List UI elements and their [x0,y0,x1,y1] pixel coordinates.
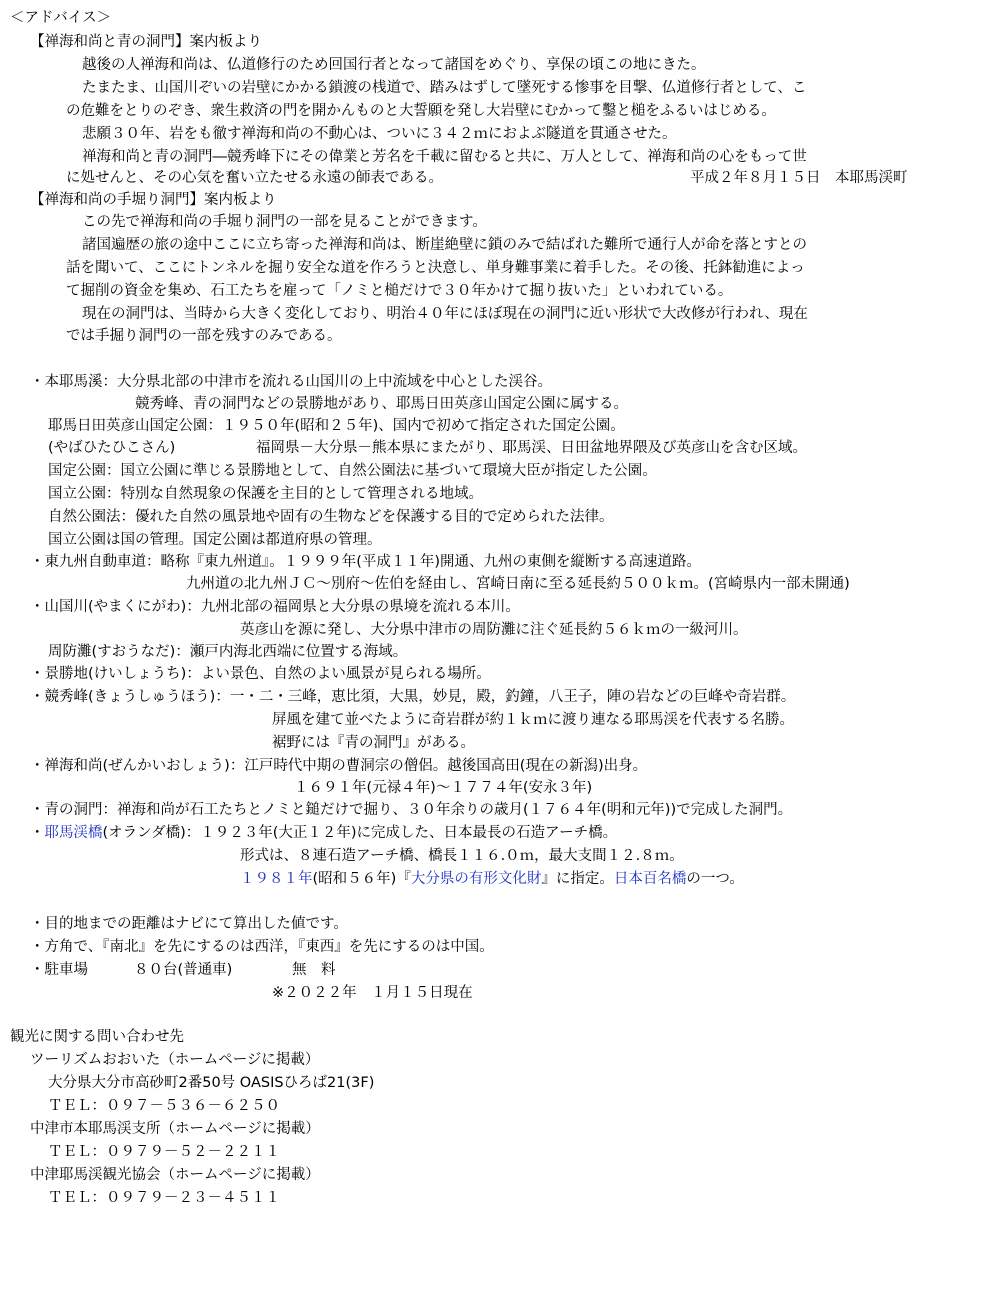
board2-paragraph-2b: 話を聞いて、ここにトンネルを掘り安全な道を作ろうと決意し、単身難事業に着手した。その後、托鉢勧進によっ [66,260,805,276]
board1-paragraph-4a: 禅海和尚と青の洞門―競秀峰下にその偉業と芳名を千載に留むると共に、万人として、禅海和尚の心をもって世 [82,149,807,165]
contact-org-tourism-oita-address: 大分県大分市高砂町2番50号 OASISひろば21(3F) [48,1075,375,1091]
parking-count: ８０台(普通車) [134,962,233,978]
note-kyoshuho-detail: 屏風を建て並べたように奇岩群が約１ｋｍに渡り連なる耶馬渓を代表する名勝。 [272,712,794,728]
board1-paragraph-2b: の危難をとりのぞき、衆生救済の門を開かんものと大誓願を発し大岩壁にむかって鑿と槌をふるいはじめる。 [66,103,776,119]
note-bridge-designation [240,869,744,891]
board2-paragraph-3a: 現在の洞門は、当時から大きく変化しており、明治４０年にほぼ現在の洞門に近い形状で大改修が行われ、現在 [82,306,808,322]
note-bridge-spec: 形式は、８連石造アーチ橋、橋長１１６.０ｍ，最大支間１２.８ｍ。 [240,848,684,864]
contact-org-tourism-association: 中津耶馬渓観光協会（ホームページに掲載） [30,1167,320,1183]
note-zenkai: ・禅海和尚(ぜんかいおしょう)：江戸時代中期の曹洞宗の僧侶。越後国高田(現在の新潟)出身。 [30,758,648,774]
board2-paragraph-2a: 諸国遍歴の旅の途中ここに立ち寄った禅海和尚は、断崖絶壁に鎖のみで結ばれた難所で通行人が命を落とすとの [82,237,807,253]
note-yabakei-bridge [30,823,617,845]
note-direction: ・方角で、『南北』を先にするのは西洋，『東西』を先にするのは中国。 [30,939,494,955]
note-natural-parks-law: 自然公園法：優れた自然の風景地や固有の生物などを保護する目的で定められた法律。 [48,509,614,525]
note-park-reading: (やばひたひこさん) [48,440,176,456]
contact-heading: 観光に関する問い合わせ先 [10,1029,184,1045]
note-expressway: ・東九州自動車道：略称『東九州道』。１９９９年(平成１１年)開通、九州の東側を縦断する高速道路。 [30,554,702,570]
note-kyoshuho-foot: 裾野には『青の洞門』がある。 [272,735,475,751]
note-kokutei-koen: 国定公園：国立公園に準じる景勝地として、自然公園法に基づいて環境大臣が指定した公園。 [48,463,657,479]
parking-fee: 無 料 [292,962,336,978]
parking-label: ・駐車場 [30,962,88,978]
note-park-area: 福岡県－大分県－熊本県にまたがり、耶馬渓、日田盆地界隈及び英彦山を含む区域。 [256,440,807,456]
contact-org-tourism-oita-tel: ＴＥＬ：０９７－５３６－６２５０ [48,1098,280,1114]
board1-paragraph-2a: たまたま、山国川ぞいの岩壁にかかる鎖渡の桟道で、踏みはずして墜死する惨事を目撃、仏道修行者として、こ [82,80,807,96]
board2-paragraph-3b: では手掘り洞門の一部を残すのみである。 [66,328,342,344]
bullet: ・ [30,825,45,841]
contact-org-tourism-association-tel: ＴＥＬ：０９７９－２３－４５１１ [48,1190,280,1206]
note-zenkai-years: １６９１年(元禄４年)～１７７４年(安永３年) [294,780,593,796]
board2-paragraph-1: この先で禅海和尚の手堀り洞門の一部を見ることができます。 [82,214,487,230]
year-1981-link[interactable]: １９８１年 [240,871,313,887]
note-honyabakei: ・本耶馬溪：大分県北部の中津市を流れる山国川の上中流域を中心とした渓谷。 [30,374,552,390]
note-kokuritsu-koen: 国立公園：特別な自然現象の保護を主目的として管理される地域。 [48,486,483,502]
cultural-asset-link[interactable]: 大分県の有形文化財 [410,871,542,887]
note-kyoshuho: ・競秀峰(きょうしゅうほう)：一・二・三峰，恵比須，大黒，妙見，殿，釣鐘，八王子，陣の岩などの巨峰や奇岩群。 [30,689,796,705]
note-scenic-spot: ・景勝地(けいしょうち)：よい景色、自然のよい風景が見られる場所。 [30,666,491,682]
note-distance: ・目的地までの距離はナビにて算出した値です。 [30,916,348,932]
note-quasi-national-park: 耶馬日田英彦山国定公園：１９５０年(昭和２５年)、国内で初めて指定された国定公園。 [48,418,625,434]
board1-paragraph-3: 悲願３０年、岩をも徹す禅海和尚の不動心は、ついに３４２ｍにおよぶ隧道を貫通させた。 [82,126,677,142]
yabakei-bridge-link[interactable]: 耶馬渓橋 [44,825,103,841]
contact-org-honyabakei-branch-tel: ＴＥＬ：０９７９－５２－２２１１ [48,1144,280,1160]
note-suonada: 周防灘(すおうなだ)：瀬戸内海北西端に位置する海域。 [48,644,408,660]
bridge-description: (オランダ橋)：１９２３年(大正１２年)に完成した、日本最長の石造アーチ橋。 [102,825,618,841]
board2-paragraph-2c: て掘削の資金を集め、石工たちを雇って「ノミと槌だけで３０年かけて掘り抜いた」といわれている。 [66,283,733,299]
board1-title: 【禅海和尚と青の洞門】案内板より [30,34,262,50]
as-of-date: ※２０２２年 １月１５日現在 [272,985,473,1001]
note-expressway-route: 九州道の北九州ＪＣ～別府～佐伯を経由し、宮崎日南に至る延長約５００ｋｍ。(宮崎県内一部未開通) [186,576,850,592]
note-yamakuni-river-detail: 英彦山を源に発し、大分県中津市の周防灘に注ぐ延長約５６ｋｍの一級河川。 [240,622,748,638]
board1-paragraph-4b: に処せんと、その心気を奮い立たせる永遠の師表である。 [66,170,443,186]
board2-title: 【禅海和尚の手堀り洞門】案内板より [30,192,277,208]
board1-paragraph-1: 越後の人禅海和尚は、仏道修行のため回国行者となって諸国をめぐり、享保の頃この地にきた。 [82,57,706,73]
note-honyabakei-detail: 競秀峰、青の洞門などの景勝地があり、耶馬日田英彦山国定公園に属する。 [135,396,628,412]
hyakumeikyo-link[interactable]: 日本百名橋 [613,871,687,887]
note-park-management: 国立公園は国の管理。国定公園は都道府県の管理。 [48,532,382,548]
bracket-close: 』に指定。 [541,871,614,887]
bracket-open: 『 [396,871,411,887]
board1-date: 平成２年８月１５日 本耶馬渓町 [690,170,908,186]
contact-org-tourism-oita: ツーリズムおおいた（ホームページに掲載） [30,1052,320,1068]
advice-heading: ＜アドバイス＞ [10,10,112,26]
era-text: (昭和５６年) [312,871,397,887]
note-ao-no-domon: ・青の洞門：禅海和尚が石工たちとノミと鎚だけで掘り、３０年余りの歳月(１７６４年(明和元年))で完成した洞門。 [30,802,793,818]
contact-org-honyabakei-branch: 中津市本耶馬渓支所（ホームページに掲載） [30,1121,320,1137]
note-yamakuni-river: ・山国川(やまくにがわ)：九州北部の福岡県と大分県の県境を流れる本川。 [30,599,520,615]
designation-tail: の一つ。 [686,871,744,887]
